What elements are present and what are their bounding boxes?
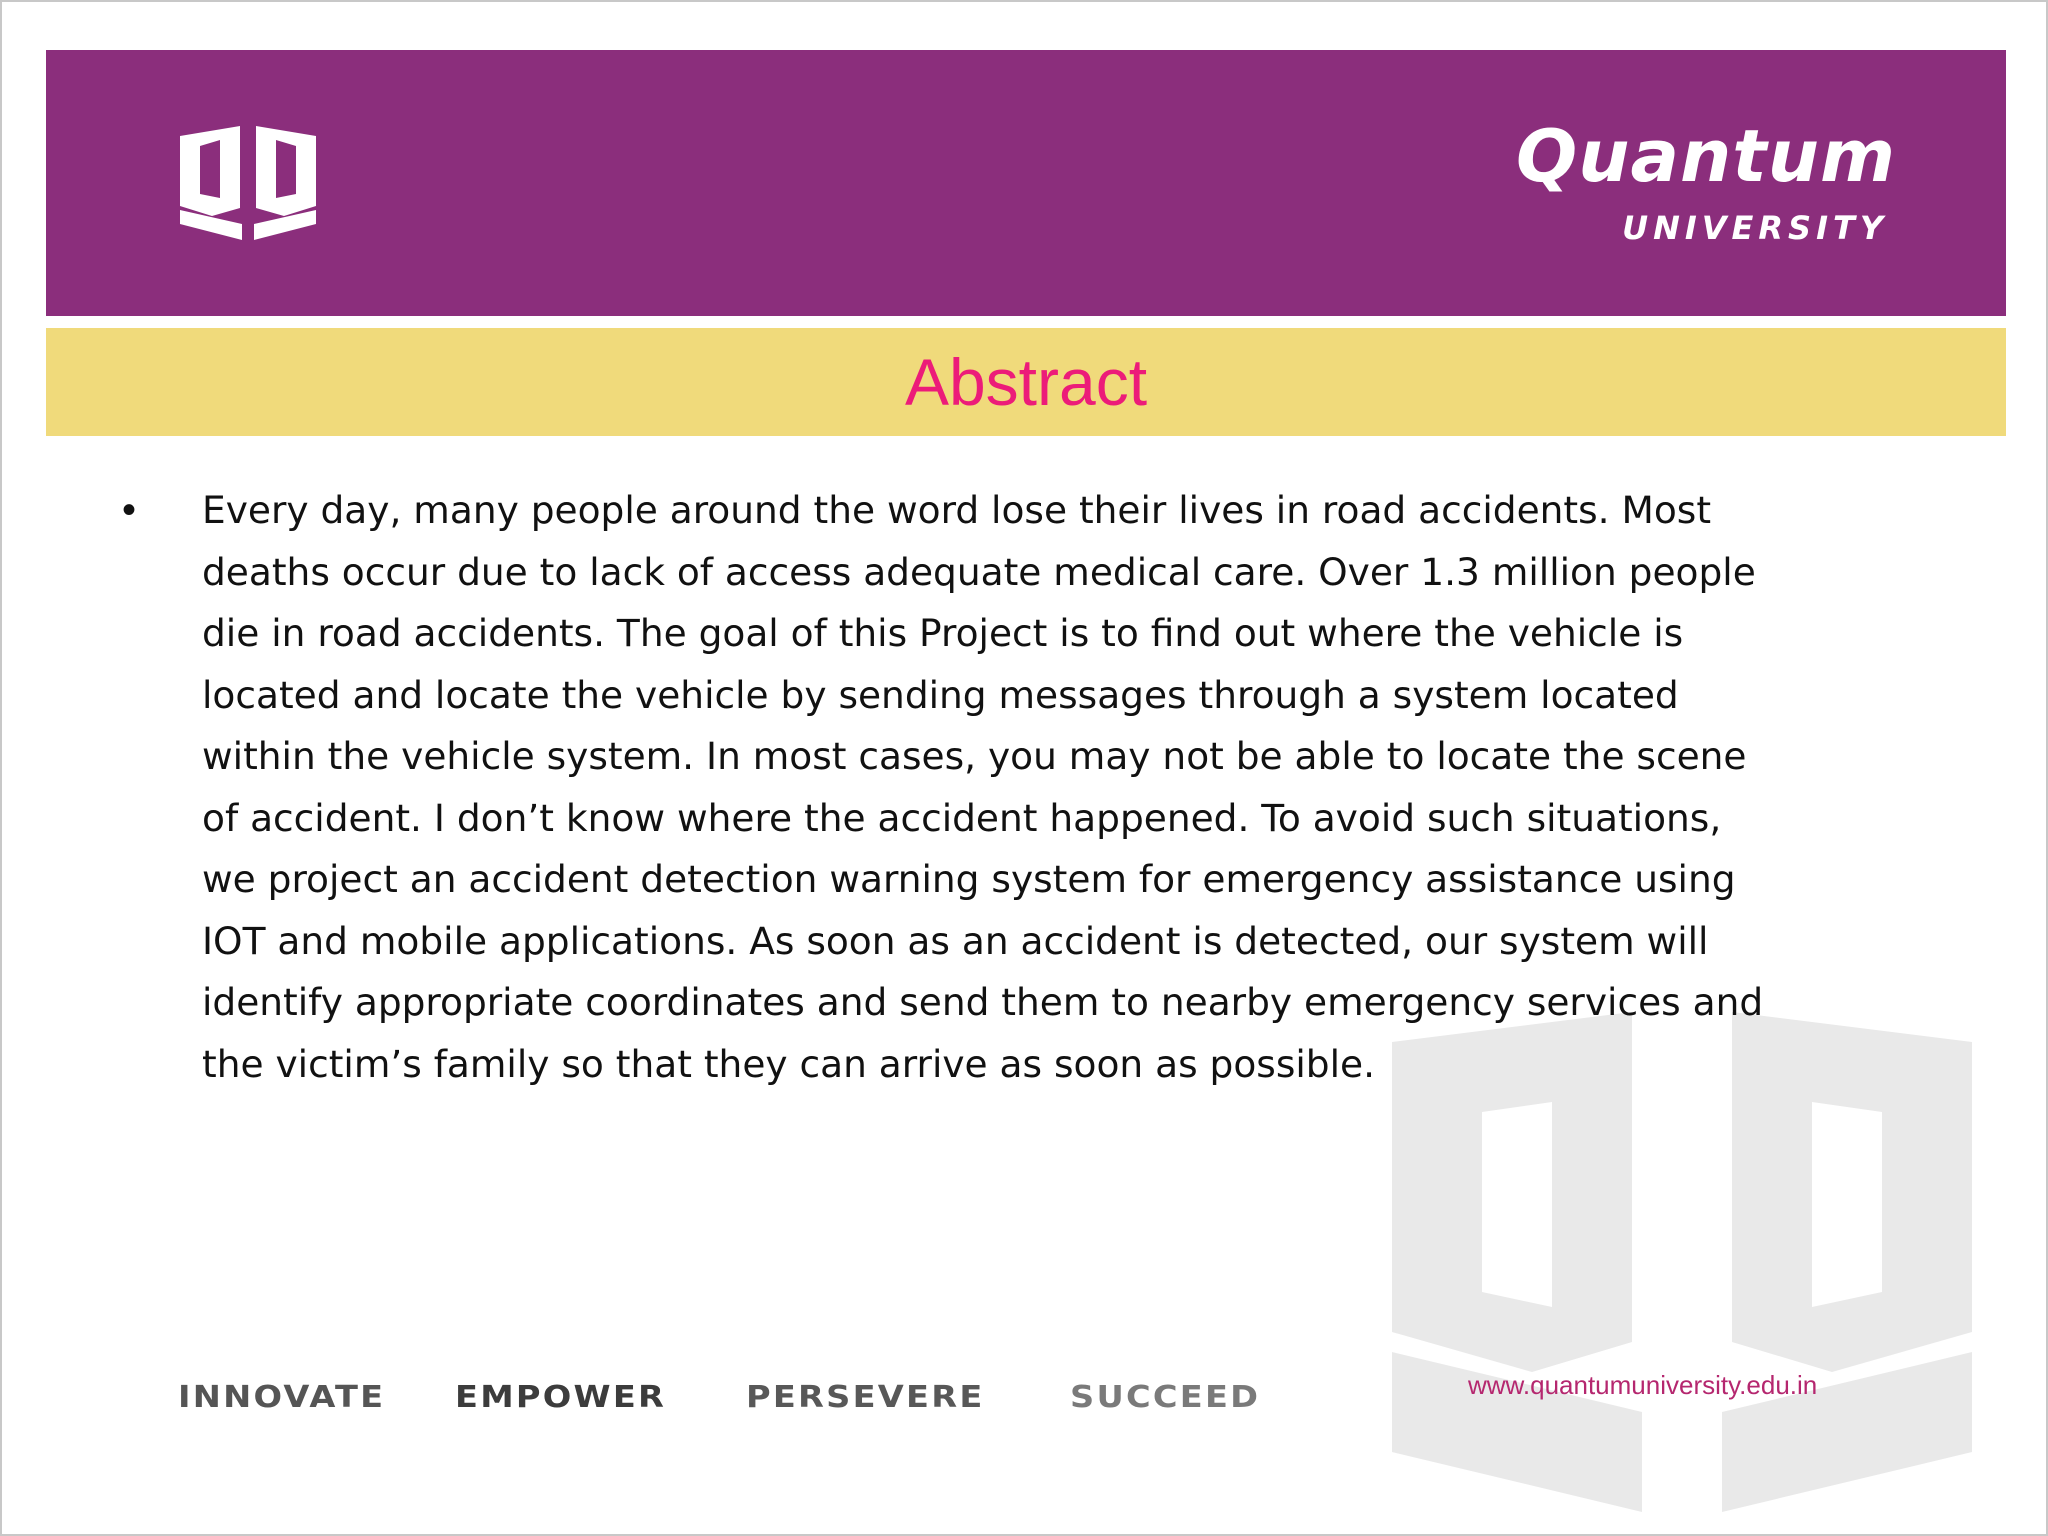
title-band	[46, 328, 2006, 436]
quantum-logo-mark-icon	[178, 124, 318, 242]
brand-logo	[1476, 114, 1896, 250]
bullet-icon: •	[122, 488, 137, 532]
list-item	[122, 480, 1942, 1095]
slide-title: Abstract	[904, 345, 1148, 419]
text-line: the victim’s family so that they can arrive as soon as possible.	[202, 1041, 1375, 1086]
text-line: we project an accident detection warning system for emergency assistance using	[202, 857, 1736, 901]
abstract-paragraph	[202, 480, 1942, 1095]
text-line: deaths occur due to lack of access adequate medical care. Over 1.3 million people	[202, 549, 1756, 594]
tagline-persevere: PERSEVERE	[746, 1380, 985, 1415]
text-line: within the vehicle system. In most cases, you may not be able to locate the scene	[202, 734, 1747, 778]
text-line: IOT and mobile applications. As soon as an accident is detected, our system will	[202, 918, 1709, 963]
brand-name: Quantum	[1515, 114, 1896, 198]
abstract-content	[122, 480, 1942, 1095]
text-line: identify appropriate coordinates and send them to nearby emergency services and	[202, 980, 1764, 1024]
text-line: Every day, many people around the word lose their lives in road accidents. Most	[202, 488, 1712, 532]
text-line: die in road accidents. The goal of this Project is to find out where the vehicle is	[202, 611, 1684, 655]
website-url: www.quantumuniversity.edu.in	[1468, 1370, 1818, 1400]
tagline-empower: EMPOWER	[455, 1380, 667, 1415]
text-line: of accident. I don’t know where the accident happened. To avoid such situations,	[202, 795, 1722, 840]
text-line: located and locate the vehicle by sending messages through a system located	[202, 672, 1679, 717]
tagline-innovate: INNOVATE	[178, 1380, 386, 1415]
tagline-succeed: SUCCEED	[1070, 1380, 1261, 1415]
brand-subtitle: UNIVERSITY	[1622, 209, 1888, 247]
